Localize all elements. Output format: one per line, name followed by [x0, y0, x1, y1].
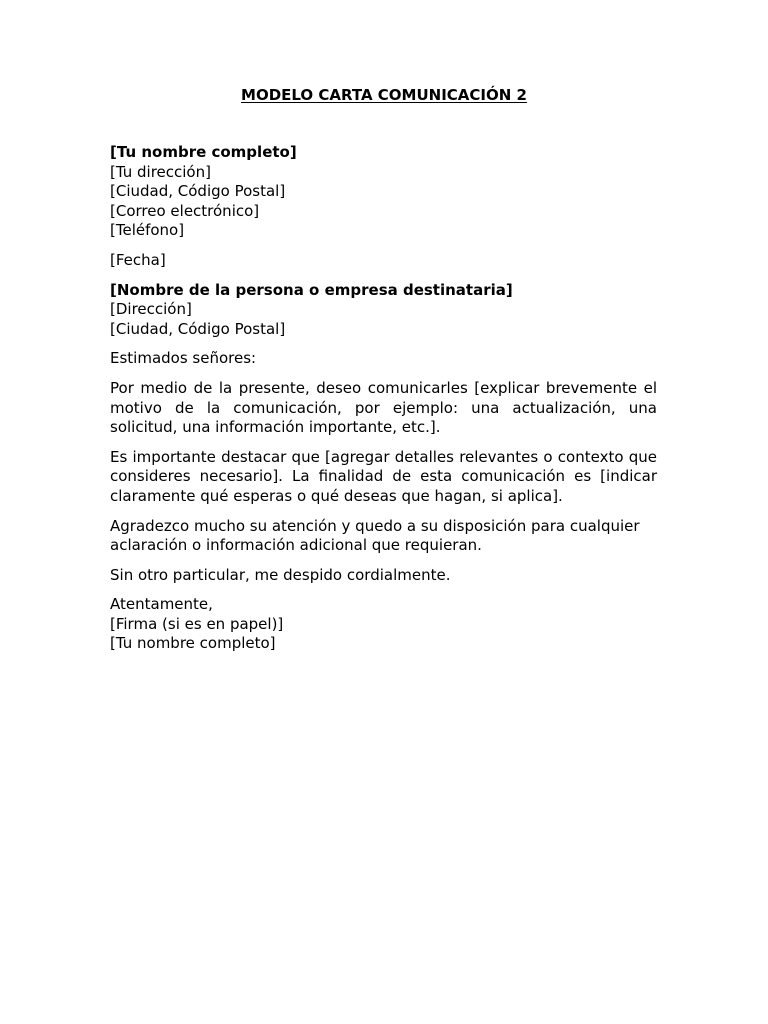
closing-signature: [Firma (si es en papel)] [110, 614, 284, 633]
closing-valediction: Atentamente, [110, 595, 213, 614]
recipient-block [110, 281, 657, 340]
paragraph-purpose: Por medio de la presente, deseo comunicarles [explicar brevemente el motivo de la comunicación, por ejemplo: una actualización, una solicitud, una información importante, etc.]. [110, 378, 657, 437]
date-block [110, 251, 657, 271]
paragraph-details: Es importante destacar que [agregar detalles relevantes o contexto que consideres necesario]. La finalidad de esta comunicación es [indicar claramente qué esperas o qué deseas que hagan, si aplica]. [110, 447, 657, 505]
sender-name: [Tu nombre completo] [110, 143, 297, 161]
closing-block [110, 595, 657, 654]
recipient-name: [Nombre de la persona o empresa destinataria] [110, 280, 513, 299]
salutation: Estimados señores: [110, 349, 257, 368]
closing-name: [Tu nombre completo] [110, 634, 276, 653]
sender-phone: [Teléfono] [110, 221, 185, 240]
salutation-block [110, 349, 657, 369]
paragraph-thanks: Agradezco mucho su atención y quedo a su disposición para cualquier aclaración o información adicional que requieran. [110, 516, 640, 555]
recipient-address: [Dirección] [110, 300, 192, 319]
paragraph-farewell: Sin otro particular, me despido cordialmente. [110, 565, 451, 584]
sender-city-postal: [Ciudad, Código Postal] [110, 182, 286, 201]
letter-body [110, 143, 657, 664]
document-title: MODELO CARTA COMUNICACIÓN 2 [241, 86, 527, 104]
sender-email: [Correo electrónico] [110, 201, 260, 220]
sender-address: [Tu dirección] [110, 162, 211, 181]
recipient-city-postal: [Ciudad, Código Postal] [110, 319, 286, 338]
sender-block [110, 143, 657, 241]
letter-date: [Fecha] [110, 250, 166, 269]
